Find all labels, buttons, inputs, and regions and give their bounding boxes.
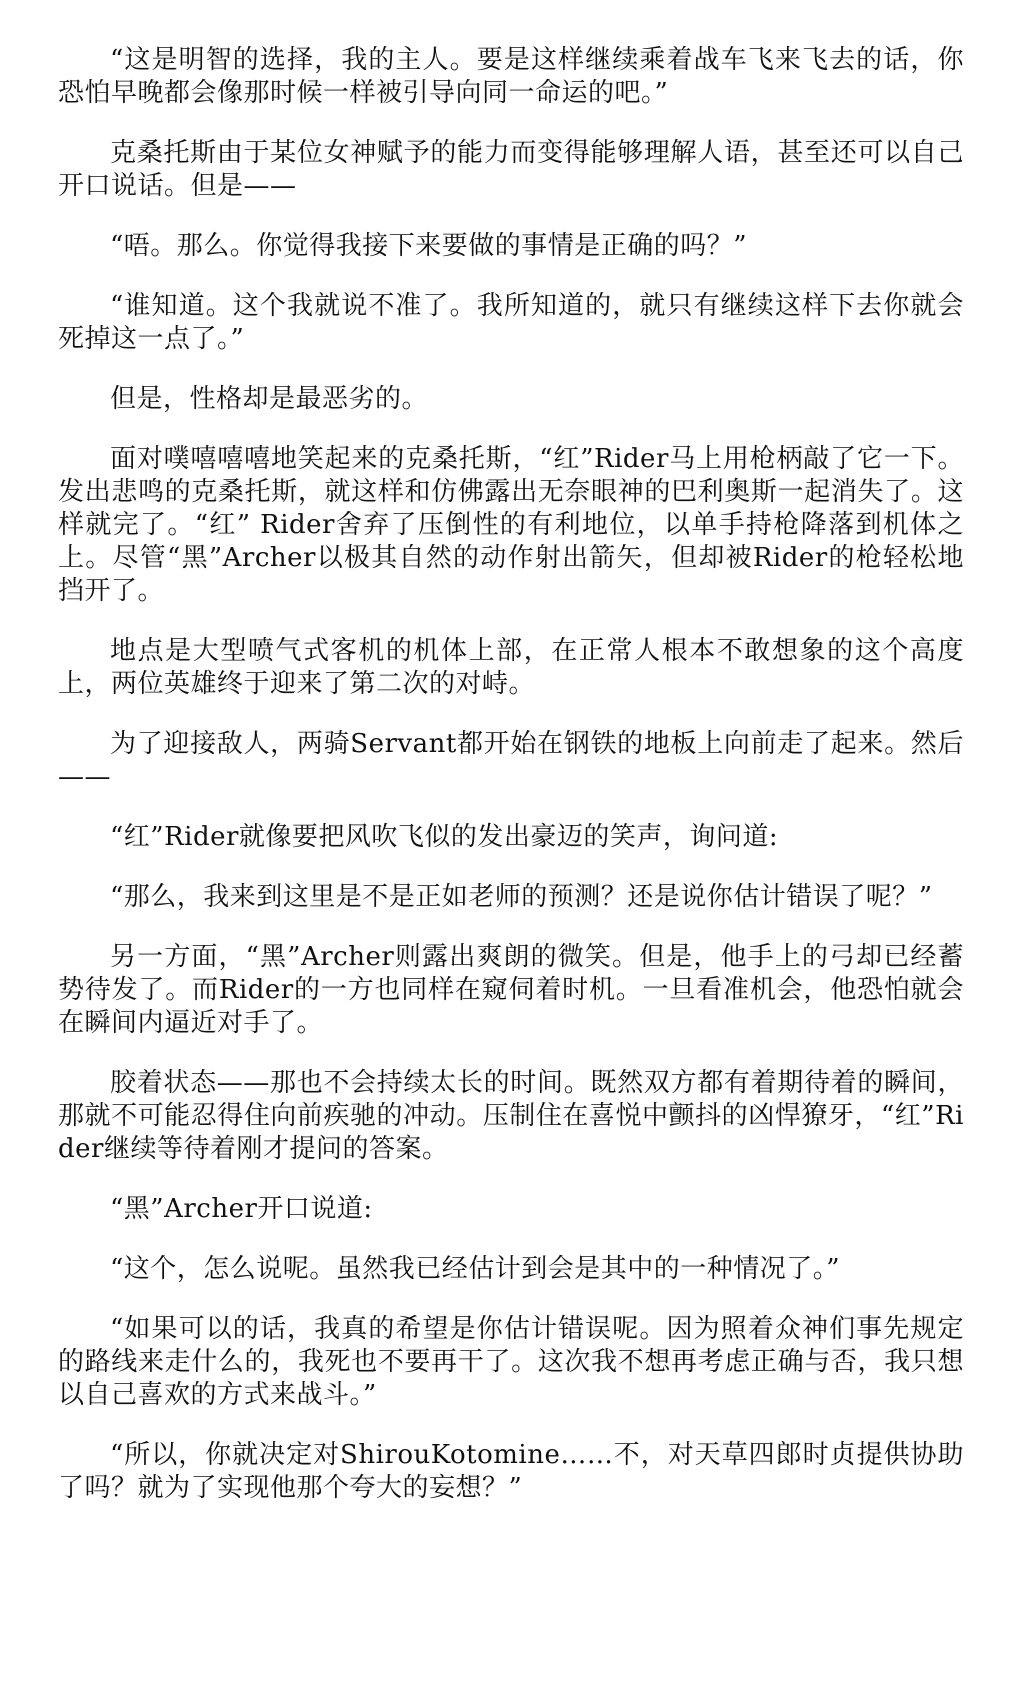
paragraph-5: 但是，性格却是最恶劣的。 — [110, 384, 429, 414]
paragraph-2: 克桑托斯由于某位女神赋予的能力而变得能够理解人语，甚至还可以自己开口说话。但是—— — [58, 138, 964, 201]
paragraph-10: “那么，我来到这里是不是正如老师的预测？还是说你估计错误了呢？” — [110, 882, 933, 912]
paragraph-11: 另一方面，“黑”Archer则露出爽朗的微笑。但是，他手上的弓却已经蓄势待发了。而Rider的一方也同样在窥伺着时机。一旦看准机会，他恐怕就会在瞬间内逼近对手了。 — [58, 942, 964, 1038]
paragraph-1: “这是明智的选择，我的主人。要是这样继续乘着战车飞来飞去的话，你恐怕早晚都会像那时候一样被引导向同一命运的吧。” — [58, 45, 964, 108]
paragraph-4: “谁知道。这个我就说不准了。我所知道的，就只有继续这样下去你就会死掉这一点了。” — [58, 291, 964, 354]
paragraph-6: 面对噗嘻嘻嘻地笑起来的克桑托斯，“红”Rider马上用枪柄敲了它一下。发出悲鸣的克桑托斯，就这样和仿佛露出无奈眼神的巴利奥斯一起消失了。这样就完了。“红” Rider舍弃了压倒性的有利地位，以单手持枪降落到机体之上。尽管“黑”Archer以极其自然的动作射出箭矢，但却被Rider的枪轻松地挡开了。 — [58, 444, 964, 606]
paragraph-3: “唔。那么。你觉得我接下来要做的事情是正确的吗？” — [110, 231, 748, 261]
document-page — [58, 44, 964, 1532]
paragraph-14: “这个，怎么说呢。虽然我已经估计到会是其中的一种情况了。” — [110, 1254, 841, 1284]
paragraph-15: “如果可以的话，我真的希望是你估计错误呢。因为照着众神们事先规定的路线来走什么的，我死也不要再干了。这次我不想再考虑正确与否，我只想以自己喜欢的方式来战斗。” — [58, 1314, 964, 1410]
paragraph-13: “黑”Archer开口说道: — [110, 1194, 373, 1224]
paragraph-16: “所以，你就决定对ShirouKotomine……不，对天草四郎时贞提供协助了吗？就为了实现他那个夸大的妄想？” — [58, 1440, 964, 1503]
paragraph-8: 为了迎接敌人，两骑Servant都开始在钢铁的地板上向前走了起来。然后—— — [58, 729, 964, 792]
paragraph-12: 胶着状态——那也不会持续太长的时间。既然双方都有着期待着的瞬间，那就不可能忍得住向前疾驰的冲动。压制住在喜悦中颤抖的凶悍獠牙，“红”Rider继续等待着刚才提问的答案。 — [58, 1068, 964, 1164]
paragraph-9: “红”Rider就像要把风吹飞似的发出豪迈的笑声，询问道: — [110, 822, 779, 852]
paragraph-7: 地点是大型喷气式客机的机体上部，在正常人根本不敢想象的这个高度上，两位英雄终于迎来了第二次的对峙。 — [58, 636, 964, 699]
